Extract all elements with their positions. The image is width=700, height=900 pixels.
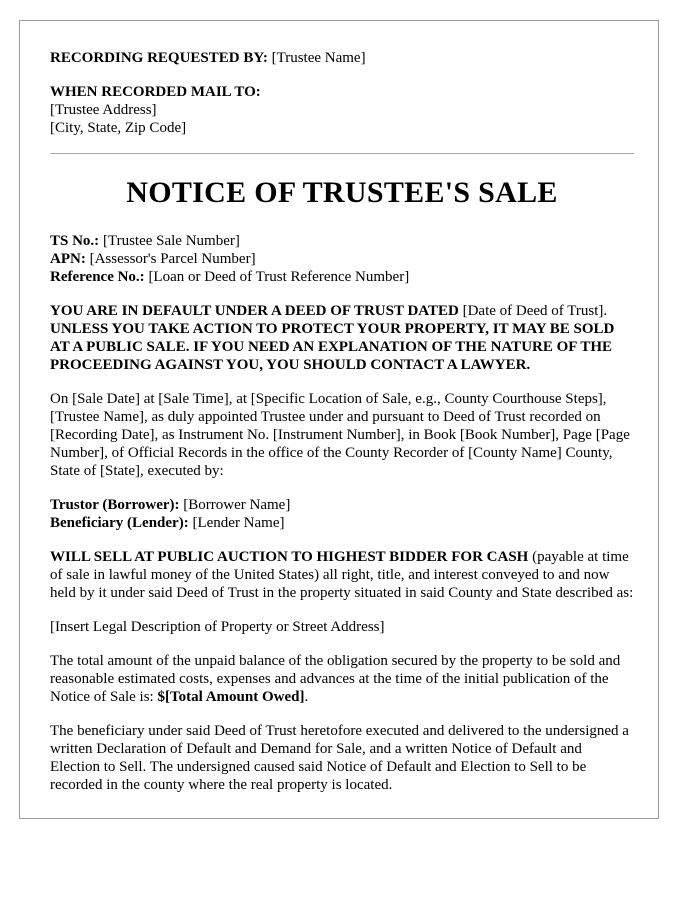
reference-value: [Loan or Deed of Trust Reference Number]	[148, 269, 410, 285]
deed-date-value: [Date of Deed of Trust].	[462, 303, 608, 319]
mail-to-address: [Trustee Address]	[50, 102, 157, 118]
recording-requested-value: [Trustee Name]	[271, 50, 366, 66]
apn-value: [Assessor's Parcel Number]	[89, 251, 256, 267]
identifiers-block	[50, 232, 634, 286]
mail-to-block	[50, 83, 634, 137]
header-divider	[50, 153, 634, 154]
trustor-label: Trustor (Borrower):	[50, 497, 180, 513]
beneficiary-line	[50, 514, 634, 532]
beneficiary-value: [Lender Name]	[192, 515, 285, 531]
balance-end: .	[304, 689, 309, 705]
balance-amount: $[Total Amount Owed]	[157, 689, 305, 705]
auction-bold: WILL SELL AT PUBLIC AUCTION TO HIGHEST BIDDER FOR CASH	[50, 549, 529, 565]
document-title: NOTICE OF TRUSTEE'S SALE	[126, 176, 558, 209]
auction-paragraph	[50, 548, 634, 602]
default-warning	[50, 302, 634, 374]
sale-paragraph: On [Sale Date] at [Sale Time], at [Specific Location of Sale, e.g., County Courthouse Steps], [Trustee Name], as duly appointed Trustee under and pursuant to Deed of Trust recorded on [Recording Date], as Instrument No. [Instrument Number], in Book [Book Number], Page [Page Number], of Official Records in the office of the County Recorder of [County Name] County, State of [State], executed by:	[50, 391, 630, 479]
trustor-value: [Borrower Name]	[183, 497, 291, 513]
parties-block	[50, 496, 634, 532]
recording-requested-label: RECORDING REQUESTED BY:	[50, 50, 268, 66]
balance-text: The total amount of the unpaid balance of the obligation secured by the property to be sold and reasonable estimated costs, expenses and advances at the time of the initial publication of the Notice of Sale is:	[50, 653, 621, 705]
ts-number-label: TS No.:	[50, 233, 100, 249]
reference-line	[50, 268, 634, 286]
recording-requested	[50, 49, 634, 67]
beneficiary-paragraph: The beneficiary under said Deed of Trust heretofore executed and delivered to the undersigned a written Declaration of Default and Demand for Sale, and a written Notice of Default and Election to Sell. The undersigned caused said Notice of Default and Election to Sell to be recorded in the county where the real property is located.	[50, 723, 629, 793]
apn-line	[50, 250, 634, 268]
default-warning-start: YOU ARE IN DEFAULT UNDER A DEED OF TRUST DATED	[50, 303, 459, 319]
balance-paragraph	[50, 652, 634, 706]
mail-to-label: WHEN RECORDED MAIL TO:	[50, 84, 261, 100]
document-content	[50, 49, 634, 810]
document-page	[19, 20, 659, 819]
ts-number-value: [Trustee Sale Number]	[102, 233, 240, 249]
ts-number-line	[50, 232, 634, 250]
trustor-line	[50, 496, 634, 514]
auction-rest: (payable at time of sale in lawful money of the United States) all right, title, and interest conveyed to and now held by it under said Deed of Trust in the property situated in said County and State described as:	[50, 549, 634, 601]
legal-description: [Insert Legal Description of Property or Street Address]	[50, 619, 385, 635]
mail-to-city: [City, State, Zip Code]	[50, 120, 187, 136]
beneficiary-label: Beneficiary (Lender):	[50, 515, 189, 531]
reference-label: Reference No.:	[50, 269, 145, 285]
default-warning-end: UNLESS YOU TAKE ACTION TO PROTECT YOUR PROPERTY, IT MAY BE SOLD AT A PUBLIC SALE. IF YOU NEED AN EXPLANATION OF THE NATURE OF THE PROCEEDING AGAINST YOU, YOU SHOULD CONTACT A LAWYER.	[50, 321, 615, 373]
apn-label: APN:	[50, 251, 86, 267]
